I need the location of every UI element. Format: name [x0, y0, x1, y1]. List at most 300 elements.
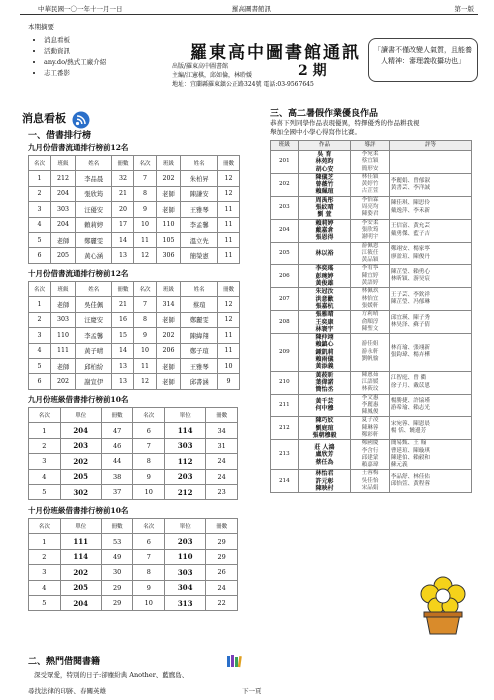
reviewer-name: 張鈞瑋、楊卉樺 [390, 352, 430, 359]
table-cell: 29 [206, 534, 238, 549]
works-intro [270, 119, 420, 137]
table-row [271, 288, 472, 311]
class-cell: 214 [271, 470, 299, 493]
table-header-row [29, 156, 240, 171]
table-cell: 14 [112, 232, 134, 247]
names-cell [298, 151, 351, 174]
table-cell: 204 [51, 217, 76, 232]
class-cell: 206 [271, 265, 299, 288]
table-cell: 5 [29, 232, 51, 247]
review-cell [389, 470, 471, 493]
table-row [271, 151, 472, 174]
table-cell: 110 [51, 328, 76, 343]
table-cell: 313 [165, 595, 206, 610]
table-cell: 9 [134, 202, 156, 217]
table-cell: 14 [112, 343, 134, 358]
student-name: 洪意歡 [315, 295, 334, 303]
books-icon [226, 654, 242, 668]
toc-item: • 消息看板 [44, 35, 138, 46]
rss-icon [72, 111, 90, 129]
table-cell: 202 [60, 565, 101, 580]
teacher-name: 陳宜婷 [361, 272, 379, 279]
table-cell: 2 [29, 549, 61, 564]
review-cell [389, 440, 471, 470]
table-cell: 9 [134, 328, 156, 343]
teacher-name: 邱建蒙 [361, 454, 379, 461]
table-cell: 老師 [156, 312, 181, 327]
review-cell [389, 219, 471, 242]
next-page-link[interactable]: 下一頁 [242, 687, 262, 695]
reviewer-name: 李麗娟、曾郁淑 [390, 177, 430, 184]
column-header: 單位 [165, 408, 206, 423]
table-cell: 1 [29, 171, 51, 186]
column-header: 名次 [29, 156, 51, 171]
table-cell: 4 [29, 217, 51, 232]
reviewer-name: 鄭翊安、楊家寧 [390, 246, 430, 253]
column-header: 單位 [60, 408, 101, 423]
table-cell: 李品晨 [75, 171, 111, 186]
table-cell: 11 [217, 343, 239, 358]
table-cell: 202 [156, 328, 181, 343]
teacher-name: 李安柔 [361, 219, 379, 226]
address: 地址：宜蘭縣羅東鎮公正路324號 電話:03-9567645 [172, 81, 314, 88]
reviewer-name: 李品舒、林佳佑 [390, 474, 430, 481]
table-cell: 11 [217, 232, 239, 247]
student-name: 胡心安 [315, 165, 334, 173]
class-cell: 202 [271, 173, 299, 196]
column-header: 冊數 [206, 408, 238, 423]
reviewer-name: 徐子月、戴苡恩 [390, 382, 430, 389]
reviewer-name: 戴勇傑、藍子吉 [390, 230, 430, 237]
class-cell: 213 [271, 440, 299, 470]
student-name: 彭琬婷 [315, 272, 334, 280]
table-cell: 49 [101, 549, 133, 564]
toc-item: • 活動資訊 [44, 46, 138, 57]
motto-line: 人精神：審理義收攝功也」 [381, 57, 465, 65]
column-header: 名次 [134, 282, 156, 297]
student-name: 張紋晴 [315, 204, 334, 212]
table-cell: 30 [101, 565, 133, 580]
table-cell: 314 [156, 297, 181, 312]
motto-line: 「讀書不僅改變人氣質，且能養 [374, 46, 472, 54]
column-header: 冊數 [206, 519, 238, 534]
reviewer-name: 宋宛蓉、陳恩晨 [390, 421, 430, 428]
teachers-cell [351, 173, 390, 196]
column-header: 班級 [156, 282, 181, 297]
teachers-cell [351, 470, 390, 493]
table-cell: 老師 [156, 186, 181, 201]
student-name: 黃千芸 [315, 398, 334, 406]
table-cell: 2 [29, 312, 51, 327]
teacher-name: 陳聖文 [361, 325, 379, 332]
table-row [29, 186, 240, 201]
student-name: 鍾凱莉 [315, 348, 334, 356]
column-header: 名次 [29, 408, 61, 423]
table-cell: 212 [165, 484, 206, 499]
works-intro-line: 舉加全國中小學心得寫作比賽。 [270, 128, 361, 136]
table-row [29, 595, 238, 610]
table-cell: 11 [134, 232, 156, 247]
teacher-name: 黃品穎 [361, 257, 379, 264]
class-cell: 209 [271, 334, 299, 371]
student-name: 張恩得 [315, 234, 334, 242]
table-cell: 303 [165, 438, 206, 453]
teacher-name: 古芷萱 [361, 188, 379, 195]
table-cell: 15 [112, 328, 134, 343]
teacher-name: 游佳姐 [361, 341, 379, 348]
table-cell: 老師 [156, 202, 181, 217]
table-cell: 5 [29, 595, 61, 610]
table-cell: 205 [60, 580, 101, 595]
sept-students-title: 九月份借書流通排行榜前12名 [28, 143, 129, 152]
table-cell: 10 [133, 595, 165, 610]
table-row [271, 440, 472, 470]
sept-classes-title: 九月份班級借書排行榜前10名 [28, 395, 129, 404]
review-cell [389, 394, 471, 417]
teacher-name: 賴嘉瑋 [361, 462, 379, 469]
column-header: 冊數 [101, 519, 133, 534]
teachers-cell [351, 311, 390, 334]
table-cell: 204 [51, 186, 76, 201]
table-cell: 8 [134, 312, 156, 327]
table-cell: 5 [29, 358, 51, 373]
column-header: 單位 [60, 519, 101, 534]
table-cell: 10 [134, 343, 156, 358]
review-cell [389, 151, 471, 174]
works-heading: 三、高二暑假作業優良作品 [270, 109, 379, 119]
table-cell: 溫立先 [181, 232, 217, 247]
teachers-cell [351, 196, 390, 219]
review-cell [389, 196, 471, 219]
table-cell: 鄭麗雯 [181, 312, 217, 327]
teacher-name: 張欣筠 [361, 226, 379, 233]
table-cell: 6 [29, 374, 51, 389]
table-row [29, 534, 238, 549]
table-cell: 24 [206, 454, 238, 469]
reviewer-name: 游希瑜、賴志光 [390, 405, 430, 412]
table-cell: 13 [112, 358, 134, 373]
class-cell: 203 [271, 196, 299, 219]
table-cell: 12 [134, 248, 156, 263]
table-cell: 12 [217, 186, 239, 201]
names-cell [298, 219, 351, 242]
teacher-name: 宋品娟 [361, 485, 379, 492]
column-header: 班級 [51, 282, 76, 297]
reviewer-name: 林昕穎、游昊宸 [390, 276, 430, 283]
teacher-name: 林佳穎 [361, 173, 379, 180]
teachers-cell [351, 242, 390, 265]
table-cell: 303 [51, 312, 76, 327]
table-row [29, 454, 238, 469]
table-cell: 112 [165, 454, 206, 469]
class-cell: 211 [271, 394, 299, 417]
column-header: 冊數 [112, 156, 134, 171]
table-cell: 9 [217, 374, 239, 389]
student-name: 劉 萱 [317, 211, 332, 219]
masthead-info [172, 62, 314, 89]
student-name: 賴珮瑄 [315, 188, 334, 196]
table-cell: 13 [112, 248, 134, 263]
table-cell: 9 [133, 580, 165, 595]
masthead-title: 羅東高中圖書館通訊 [190, 43, 361, 63]
table-cell: 老師 [51, 297, 76, 312]
teacher-name: 夏子凌 [361, 417, 379, 424]
teacher-name: 李麗惠 [361, 401, 379, 408]
table-header-row [271, 141, 472, 151]
student-name: 朱冠汝 [315, 288, 334, 296]
table-cell: 11 [217, 217, 239, 232]
table-cell: 賴莉婷 [75, 217, 111, 232]
table-cell: 2 [29, 438, 61, 453]
student-name: 吳 育 [317, 151, 332, 158]
names-cell [298, 470, 351, 493]
column-header: 單位 [165, 519, 206, 534]
table-cell: 3 [29, 565, 61, 580]
table-cell: 11 [217, 328, 239, 343]
column-header: 名次 [29, 519, 61, 534]
page-header [20, 4, 478, 15]
table-cell: 5 [29, 484, 61, 499]
issue-number: 2 期 [298, 63, 327, 79]
table-header-row [29, 519, 238, 534]
table-row [271, 417, 472, 440]
teacher-name: 陳姿君 [361, 211, 379, 218]
teacher-name: 陳蒽茹 [361, 371, 379, 378]
column-header: 冊數 [217, 156, 239, 171]
reviewer-name: 蘇元義 [390, 462, 408, 469]
table-cell: 7 [133, 549, 165, 564]
names-cell [298, 394, 351, 417]
column-header: 作品 [298, 141, 351, 151]
table-cell: 47 [101, 423, 133, 438]
table-cell: 1 [29, 423, 61, 438]
table-cell: 20 [112, 202, 134, 217]
table-cell: 114 [60, 549, 101, 564]
table-cell: 303 [51, 202, 76, 217]
reviewer-name: 陳建伯、賴毅和 [390, 454, 430, 461]
student-name: 劉庭瑄 [315, 424, 334, 432]
table-cell: 10 [133, 484, 165, 499]
table-row [29, 343, 240, 358]
table-cell: 202 [60, 454, 101, 469]
table-cell: 李孟馨 [181, 217, 217, 232]
table-cell: 13 [112, 374, 134, 389]
table-cell: 53 [101, 534, 133, 549]
teacher-name: 江語媛 [361, 378, 379, 385]
table-cell: 31 [206, 438, 238, 453]
table-row [29, 232, 240, 247]
table-cell: 26 [206, 565, 238, 580]
student-name: 陳仲翊 [315, 334, 334, 342]
names-cell [298, 311, 351, 334]
table-cell: 46 [101, 438, 133, 453]
reviewer-name: 陳佳琪、陳思伶 [390, 200, 430, 207]
motto-box [368, 38, 478, 82]
table-cell: 老師 [51, 232, 76, 247]
table-cell: 212 [51, 171, 76, 186]
student-name: 賴鎮心 [315, 341, 334, 349]
teacher-name: 李文惠 [361, 394, 379, 401]
table-cell: 黃心涵 [75, 248, 111, 263]
student-name: 黃俊雄 [315, 280, 334, 288]
table-cell: 12 [217, 171, 239, 186]
toc-list [28, 35, 138, 79]
student-name: 陳映村 [315, 485, 334, 493]
reviewer-name: 陳芷瑩、冯郁琳 [390, 299, 430, 306]
review-cell [389, 265, 471, 288]
reviewer-name: 楊 恬、饒邊芳 [390, 428, 427, 435]
table-cell: 汪慶安 [75, 312, 111, 327]
column-header: 名次 [133, 408, 165, 423]
table-cell: 38 [101, 469, 133, 484]
table-cell: 202 [156, 171, 181, 186]
table-cell: 206 [156, 343, 181, 358]
teacher-name: 林佩玖 [361, 288, 379, 295]
student-name: 賴莉婷 [315, 219, 334, 227]
table-row [29, 549, 238, 564]
table-row [29, 484, 238, 499]
hot-books-heading: 二、熱門借閱書籍 [28, 657, 101, 667]
sept-students-table [28, 155, 240, 264]
table-cell: 8 [134, 186, 156, 201]
student-name: 張嘉杭 [315, 302, 334, 310]
names-cell [298, 173, 351, 196]
class-cell: 207 [271, 288, 299, 311]
table-cell: 22 [206, 595, 238, 610]
hot-books-line2: 尋找法律的印跡、春關英雄 [28, 687, 106, 695]
teacher-name: 張媛軒 [361, 302, 379, 309]
teacher-name: 李怡霖 [361, 196, 379, 203]
reviewer-name: 邱怡萱、黃程蓉 [390, 481, 430, 488]
reviewer-name: 王信富、黃允芸 [390, 223, 430, 230]
teachers-cell [351, 265, 390, 288]
table-cell: 203 [60, 438, 101, 453]
names-cell [298, 242, 351, 265]
oct-classes-title: 十月份班級借書排行榜前10名 [28, 506, 129, 515]
teacher-name: 俞順淳 [361, 318, 379, 325]
teachers-cell [351, 417, 390, 440]
news-title: 消息看板 [22, 112, 66, 125]
table-cell: 簡榮憲 [181, 248, 217, 263]
reviewer-name: 邱宜瑛、陳子秀 [390, 314, 430, 321]
table-row [29, 565, 238, 580]
teacher-name: 黃婷竹 [361, 181, 379, 188]
student-name: 林以裕 [315, 249, 334, 257]
table-cell: 1 [29, 297, 51, 312]
table-cell: 29 [101, 580, 133, 595]
table-cell: 張欣筠 [75, 186, 111, 201]
student-name: 張雅晴 [315, 311, 334, 319]
names-cell [298, 371, 351, 394]
table-row [29, 358, 240, 373]
teacher-name: 劉帆愉 [361, 356, 379, 363]
table-cell: 7 [134, 297, 156, 312]
student-name: 賴雨儀 [315, 356, 334, 364]
teacher-name: 游佩恩 [361, 242, 379, 249]
table-cell: 11 [217, 202, 239, 217]
reviewer-name: 江智庭、曾 衢 [390, 375, 427, 382]
oct-classes-table [28, 518, 238, 611]
header-date: 中華民國一〇一年十一月一日 [38, 5, 123, 13]
table-cell: 鄭麗雯 [75, 232, 111, 247]
table-cell: 205 [60, 469, 101, 484]
reviewer-name: 楊勝捷、許協瑾 [390, 398, 430, 405]
teacher-name: 李宛柔 [361, 151, 379, 157]
toc-title: 本期摘要 [28, 23, 54, 31]
student-name: 曾薇竹 [315, 181, 334, 189]
table-cell: 3 [29, 202, 51, 217]
table-cell: 4 [29, 469, 61, 484]
table-cell: 23 [206, 484, 238, 499]
table-row [29, 217, 240, 232]
table-cell: 105 [156, 232, 181, 247]
review-cell [389, 417, 471, 440]
ranking-heading: 一、借書排行榜 [28, 131, 92, 141]
table-cell: 303 [165, 565, 206, 580]
teacher-name: 簡形安 [361, 165, 379, 172]
column-header: 導評 [351, 141, 390, 151]
teachers-cell [351, 440, 390, 470]
table-cell: 10 [217, 358, 239, 373]
table-cell: 34 [206, 423, 238, 438]
table-row [29, 248, 240, 263]
column-header: 姓名 [75, 156, 111, 171]
teacher-name: 方莉晴 [361, 311, 379, 318]
table-row [29, 312, 240, 327]
table-cell: 吳佳佩 [75, 297, 111, 312]
teacher-name: 林莜玟 [361, 386, 379, 393]
oct-students-title: 十月份借書流通排行榜前12名 [28, 269, 129, 278]
table-cell: 4 [29, 580, 61, 595]
student-name: 黃添義 [315, 363, 334, 371]
table-row [29, 171, 240, 186]
table-row [271, 219, 472, 242]
table-cell: 24 [206, 469, 238, 484]
column-header: 名次 [29, 282, 51, 297]
table-cell: 11 [134, 358, 156, 373]
column-header: 冊數 [112, 282, 134, 297]
table-cell: 8 [133, 565, 165, 580]
review-cell [389, 288, 471, 311]
student-name: 王奕康 [315, 318, 334, 326]
table-cell: 謝宣伊 [75, 374, 111, 389]
table-cell: 10 [134, 217, 156, 232]
table-row [271, 173, 472, 196]
table-cell: 朱柏昇 [181, 171, 217, 186]
table-row [271, 265, 472, 288]
table-cell: 202 [51, 374, 76, 389]
column-header: 姓名 [181, 156, 217, 171]
student-name: 蔡任為 [315, 458, 334, 466]
table-cell: 32 [112, 171, 134, 186]
table-cell: 王雅琴 [181, 358, 217, 373]
review-cell [389, 371, 471, 394]
column-header: 班級 [156, 156, 181, 171]
teacher-name: 周亮均 [361, 204, 379, 211]
table-cell: 37 [101, 484, 133, 499]
teacher-name: 陳琳蓉 [361, 424, 379, 431]
table-row [29, 438, 238, 453]
table-row [29, 202, 240, 217]
table-row [271, 196, 472, 219]
teacher-name: 江筱任 [361, 249, 379, 256]
teacher-name: 吳佳怡 [361, 477, 379, 484]
names-cell [298, 196, 351, 219]
column-header: 班級 [271, 141, 299, 151]
table-cell: 陳緯翔 [181, 328, 217, 343]
table-row [29, 423, 238, 438]
table-row [29, 580, 238, 595]
